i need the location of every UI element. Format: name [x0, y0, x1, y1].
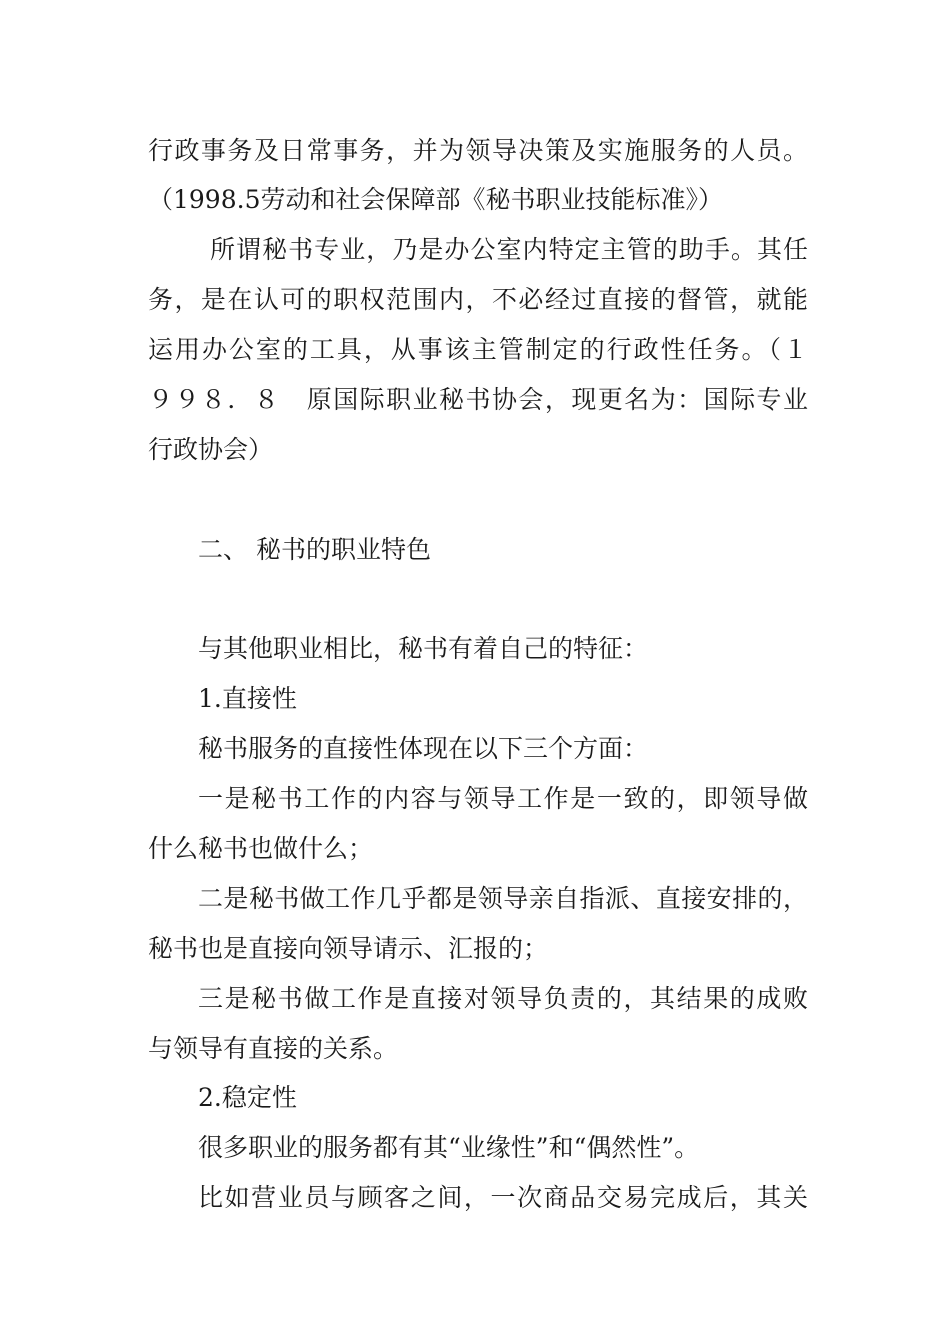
text-line: 秘书服务的直接性体现在以下三个方面：: [198, 734, 649, 763]
text-line: 秘书也是直接向领导请示、汇报的；: [148, 934, 549, 963]
subheading: 2.稳定性: [198, 1083, 297, 1112]
text-line: 所谓秘书专业，乃是办公室内特定主管的助手。其任: [210, 235, 808, 264]
text-line: 与其他职业相比，秘书有着自己的特征：: [198, 634, 649, 663]
text-line: 务，是在认可的职权范围内，不必经过直接的督管，就能: [148, 285, 808, 314]
text-line: 一是秘书工作的内容与领导工作是一致的，即领导做: [198, 784, 808, 813]
text-line: 与领导有直接的关系。: [148, 1034, 399, 1063]
text-line: 行政事务及日常事务，并为领导决策及实施服务的人员。: [148, 136, 808, 165]
text-line: （1998.5劳动和社会保障部《秘书职业技能标准》）: [148, 185, 723, 214]
text-line: ９９８．８ 原国际职业秘书协会，现更名为：国际专业: [148, 385, 808, 414]
text-line: 二是秘书做工作几乎都是领导亲自指派、直接安排的，: [198, 884, 808, 913]
text-line: 运用办公室的工具，从事该主管制定的行政性任务。（１: [148, 335, 808, 364]
subheading: 1.直接性: [198, 684, 297, 713]
text-line: 三是秘书做工作是直接对领导负责的，其结果的成败: [198, 984, 808, 1013]
text-line: 很多职业的服务都有其“业缘性”和“偶然性”。: [198, 1133, 700, 1162]
text-line: 比如营业员与顾客之间，一次商品交易完成后，其关: [198, 1183, 808, 1212]
text-line: 什么秘书也做什么；: [148, 834, 374, 863]
section-heading: 二、 秘书的职业特色: [198, 535, 431, 564]
text-line: 行政协会）: [148, 435, 274, 464]
